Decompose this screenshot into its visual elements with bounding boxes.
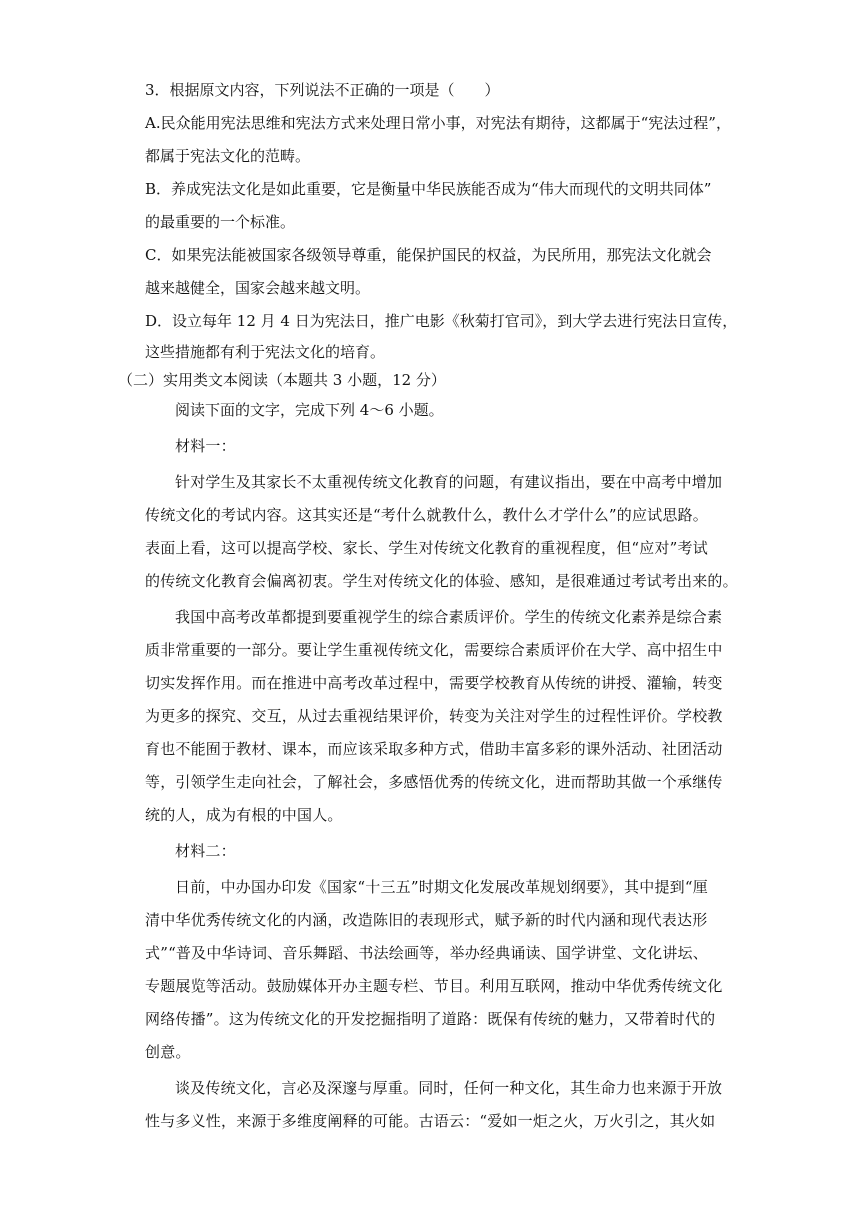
document-content xyxy=(118,74,738,1138)
option-d-line-2: 这些措施都有利于宪法文化的培育。 xyxy=(145,343,386,361)
option-a-line-2: 都属于宪法文化的范畴。 xyxy=(145,147,311,165)
material-1-p1-line: 传统文化的考试内容。这其实还是“考什么就教什么，教什么才学什么”的应试思路。 xyxy=(145,506,708,524)
section-2-instruction: 阅读下面的文字，完成下列 4～6 小题。 xyxy=(175,401,444,419)
material-1-p2-line: 育也不能囿于教材、课本，而应该采取多种方式，借助丰富多彩的课外活动、社团活动 xyxy=(145,740,723,758)
material-1-p2-line: 等，引领学生走向社会，了解社会，多感悟优秀的传统文化，进而帮助其做一个承继传 xyxy=(145,773,723,791)
material-2-p1-line: 专题展览等活动。鼓励媒体开办主题专栏、节目。利用互联网，推动中华优秀传统文化 xyxy=(145,977,723,995)
option-c-line-2: 越来越健全，国家会越来越文明。 xyxy=(145,279,371,297)
section-2-heading: （二）实用类文本阅读（本题共 3 小题，12 分） xyxy=(118,371,446,389)
option-b-line-2: 的最重要的一个标准。 xyxy=(145,213,296,231)
option-d-line-1: D．设立每年 12 月 4 日为宪法日，推广电影《秋菊打官司》，到大学去进行宪法日宣传， xyxy=(145,312,738,330)
material-2-p2-line: 谈及传统文化，言必及深邃与厚重。同时，任何一种文化，其生命力也来源于开放 xyxy=(175,1079,723,1097)
option-a-line-1: A.民众能用宪法思维和宪法方式来处理日常小事，对宪法有期待，这都属于“宪法过程”， xyxy=(145,114,731,132)
material-1-p2-line: 切实发挥作用。而在推进中高考改革过程中，需要学校教育从传统的讲授、灌输，转变 xyxy=(145,674,723,692)
material-1-p2-line: 为更多的探究、交互，从过去重视结果评价，转变为关注对学生的过程性评价。学校教 xyxy=(145,707,723,725)
material-2-p1-line: 网络传播”。这为传统文化的开发挖掘指明了道路：既保有传统的魅力，又带着时代的 xyxy=(145,1010,716,1028)
material-1-p2-line: 我国中高考改革都提到要重视学生的综合素质评价。学生的传统文化素养是综合素 xyxy=(175,608,723,626)
material-1-p1-line: 表面上看，这可以提高学校、家长、学生对传统文化教育的重视程度，但“应对”考试 xyxy=(145,539,708,557)
material-1-p1-line: 的传统文化教育会偏离初衷。学生对传统文化的体验、感知，是很难通过考试考出来的。 xyxy=(145,572,738,590)
question-3-stem: 3．根据原文内容，下列说法不正确的一项是（ ） xyxy=(145,81,500,99)
material-1-p2-line: 质非常重要的一部分。要让学生重视传统文化，需要综合素质评价在大学、高中招生中 xyxy=(145,641,723,659)
material-1-p2-line: 统的人，成为有根的中国人。 xyxy=(145,806,343,824)
material-1 xyxy=(145,430,738,832)
material-2-p1-line: 清中华优秀传统文化的内涵，改造陈旧的表现形式，赋予新的时代内涵和现代表达形 xyxy=(145,911,708,929)
material-2 xyxy=(145,835,723,1138)
material-2-p1-line: 创意。 xyxy=(145,1043,191,1061)
material-2-p2-line: 性与多义性，来源于多维度阐释的可能。古语云：“爱如一炬之火，万火引之，其火如 xyxy=(145,1112,716,1130)
option-c-line-1: C．如果宪法能被国家各级领导尊重，能保护国民的权益，为民所用，那宪法文化就会 xyxy=(145,246,712,264)
option-b-line-1: B．养成宪法文化是如此重要，它是衡量中华民族能否成为“伟大而现代的文明共同体” xyxy=(145,180,712,198)
material-1-p1-line: 针对学生及其家长不太重视传统文化教育的问题，有建议指出，要在中高考中增加 xyxy=(175,473,723,491)
material-2-label: 材料二： xyxy=(175,842,236,860)
material-2-p1-line: 日前，中办国办印发《国家“十三五”时期文化发展改革规划纲要》，其中提到“厘 xyxy=(175,878,708,896)
material-2-p1-line: 式”“普及中华诗词、音乐舞蹈、书法绘画等，举办经典诵读、国学讲堂、文化讲坛、 xyxy=(145,944,708,962)
material-1-label: 材料一： xyxy=(175,437,236,455)
